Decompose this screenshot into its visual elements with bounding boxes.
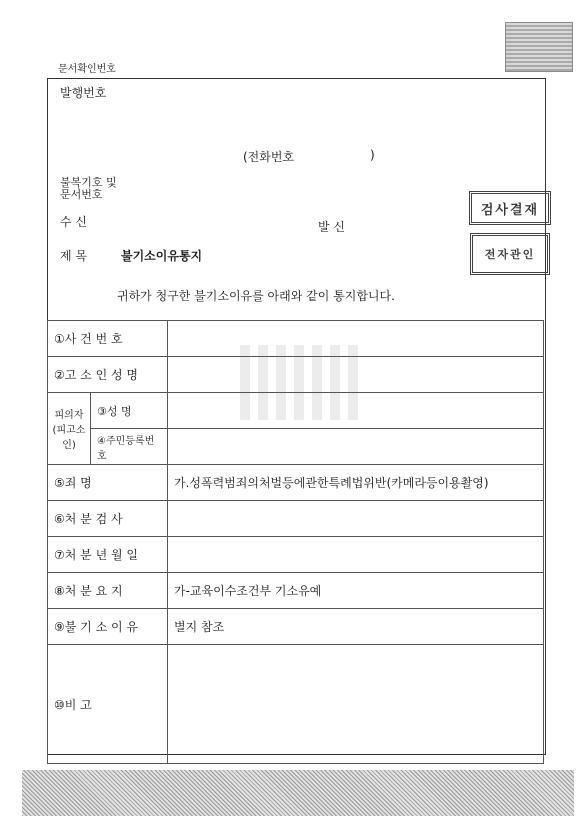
suspect-rrn-label: ④주민등록번호 [91, 429, 168, 465]
case-number-label: ①사 건 번 호 [48, 321, 168, 357]
disposition-summary-value: 가-교육이수조건부 기소유예 [168, 573, 544, 609]
table-row [48, 645, 544, 764]
document-id-stamp [505, 22, 573, 72]
prosecutor-label: ⑥처 분 검 사 [48, 501, 168, 537]
recipient-label: 수 신 [60, 215, 87, 229]
disposition-date-value [168, 537, 544, 573]
objection-label-line1: 불복기호 및 [60, 176, 117, 189]
case-number-value [168, 321, 544, 357]
table-row [48, 429, 544, 465]
remarks-value [168, 645, 544, 764]
table-row [48, 501, 544, 537]
subject-value: 불기소이유통지 [121, 249, 203, 263]
issue-number-label: 발행번호 [60, 86, 107, 100]
charge-value: 가.성폭력범죄의처벌등에관한특례법위반(카메라등이용촬영) [168, 465, 544, 501]
official-seal: 전자관인 [470, 233, 550, 275]
table-row [48, 609, 544, 645]
objection-label-line2: 문서번호 [60, 188, 103, 201]
non-prosecution-reason-value: 별지 참조 [168, 609, 544, 645]
table-row [48, 537, 544, 573]
table-row [48, 321, 544, 357]
suspect-group-cell [48, 393, 91, 465]
document-confirm-number-label: 문서확인번호 [58, 64, 116, 75]
prosecutor-seal: 검사결재 [469, 191, 551, 225]
suspect-group-label: 피의자 [54, 410, 84, 421]
non-prosecution-reason-label: ⑨불 기 소 이 유 [48, 609, 168, 645]
suspect-name-label: ③성 명 [91, 393, 168, 429]
charge-label: ⑤죄 명 [48, 465, 168, 501]
table-row [48, 465, 544, 501]
notice-sentence: 귀하가 청구한 불기소이유를 아래와 같이 통지합니다. [117, 289, 395, 303]
disposition-date-label: ⑦처 분 년 월 일 [48, 537, 168, 573]
suspect-group-sublabel: (피고소인) [52, 425, 86, 451]
table-row [48, 393, 544, 429]
phone-label: (전화번호 [243, 150, 295, 164]
notice-table [47, 320, 544, 764]
subject-label: 제 목 [60, 249, 87, 263]
complainant-label: ②고 소 인 성 명 [48, 357, 168, 393]
table-row [48, 573, 544, 609]
complainant-value [168, 357, 544, 393]
phone-close: ) [370, 148, 375, 162]
disposition-summary-label: ⑧처 분 요 지 [48, 573, 168, 609]
suspect-name-value [168, 393, 544, 429]
prosecutor-value [168, 501, 544, 537]
remarks-label: ⑩비 고 [48, 645, 168, 764]
sender-label: 발 신 [318, 220, 345, 234]
suspect-rrn-value [168, 429, 544, 465]
table-row [48, 357, 544, 393]
scan-noise-strip [22, 770, 574, 816]
